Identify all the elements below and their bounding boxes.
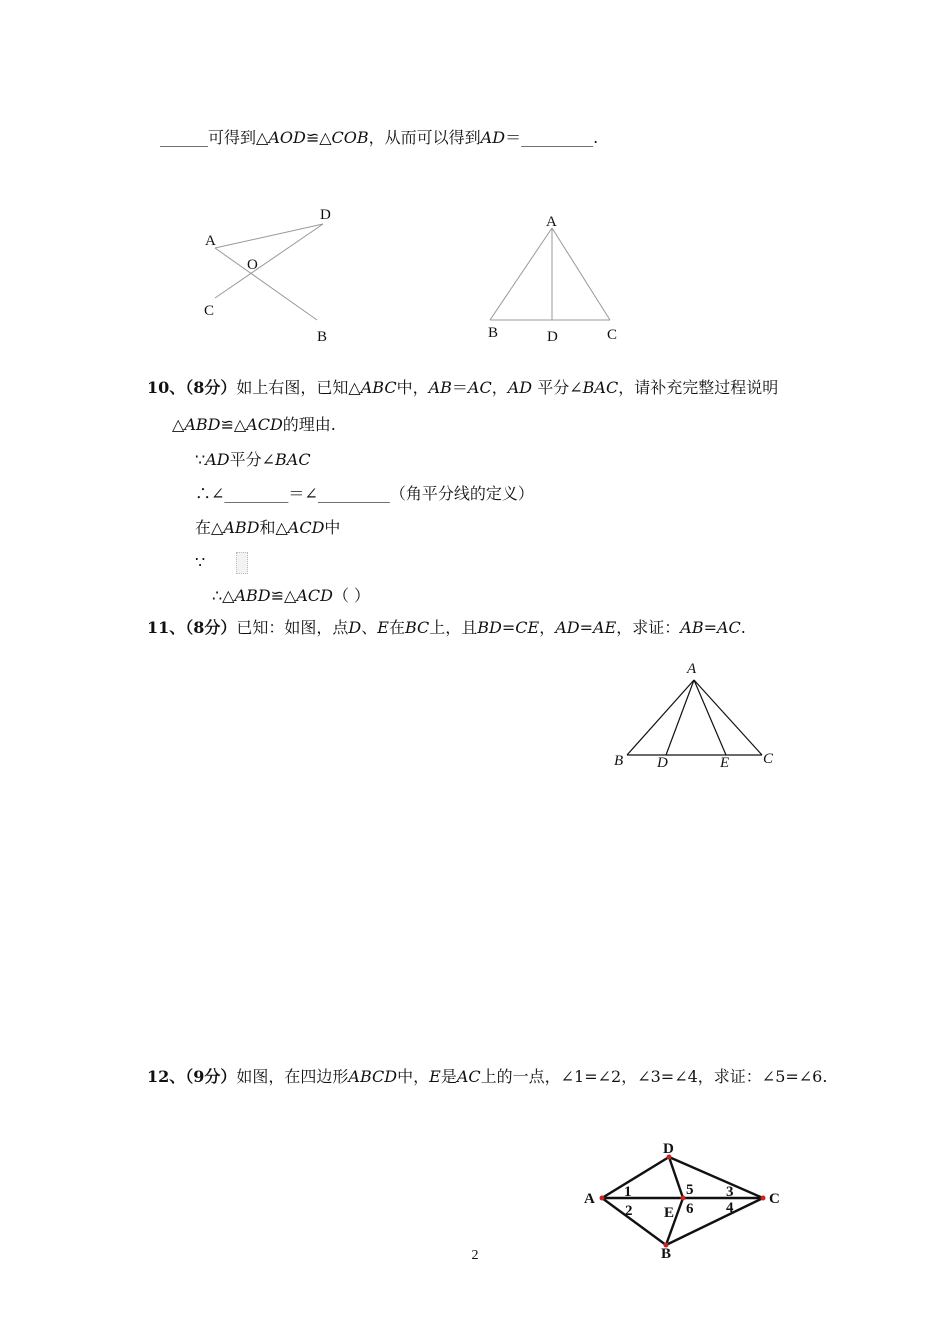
fig9-label-d: D bbox=[320, 207, 331, 223]
q10-abd: ABD bbox=[234, 586, 271, 605]
q10-text: ， bbox=[491, 378, 508, 397]
fig10-label-c: C bbox=[607, 327, 618, 343]
q12-ac: AC bbox=[456, 1067, 481, 1086]
q10-reason-blank: （ ） bbox=[332, 586, 371, 605]
q11-text: ， bbox=[539, 618, 556, 637]
segment-ad bbox=[215, 224, 323, 248]
fig12-label-a: A bbox=[584, 1191, 595, 1207]
q10-line1 bbox=[147, 378, 778, 398]
q9-triangle-cob: COB bbox=[331, 128, 369, 147]
q9-prefix: ______可得到△ bbox=[160, 128, 269, 147]
q10-text: △ bbox=[172, 415, 185, 434]
q10-text: ≌△ bbox=[220, 415, 247, 434]
fig12-label-c: C bbox=[769, 1191, 780, 1207]
q10-text: 在△ bbox=[195, 518, 224, 537]
q12-text: 是 bbox=[440, 1067, 457, 1086]
figure-q9-lines bbox=[215, 224, 323, 320]
q10-eq: ＝ bbox=[451, 378, 468, 397]
q10-text: ≌△ bbox=[270, 586, 297, 605]
segment-cd bbox=[215, 224, 323, 298]
segment-ab bbox=[215, 248, 317, 320]
q10-step3 bbox=[195, 518, 340, 538]
fig9-label-c: C bbox=[204, 303, 215, 319]
fig9-label-o: O bbox=[247, 257, 258, 273]
figure-q10 bbox=[480, 208, 630, 348]
q12-line bbox=[147, 1067, 827, 1087]
segment-ae bbox=[694, 680, 726, 755]
q10-acd: ACD bbox=[246, 415, 283, 434]
q9-mid: ，从而可以得到 bbox=[368, 128, 481, 147]
q10-ad: AD bbox=[507, 378, 533, 397]
q10-text: 平分∠ bbox=[532, 378, 583, 397]
fig10-label-a: A bbox=[546, 214, 557, 230]
q11-bc: BC bbox=[404, 618, 430, 637]
therefore-symbol: ∴△ bbox=[212, 586, 235, 605]
fig12-angle-4: 4 bbox=[726, 1200, 734, 1216]
q10-angle-blanks: ∴∠________＝∠_________（角平分线的定义） bbox=[195, 484, 534, 503]
fig10-label-b: B bbox=[488, 325, 499, 341]
q10-step4 bbox=[195, 552, 248, 574]
q10-ab: AB bbox=[428, 378, 452, 397]
fig12-angle-6: 6 bbox=[686, 1201, 694, 1217]
q10-bac: BAC bbox=[582, 378, 619, 397]
q10-step1 bbox=[195, 450, 311, 470]
segment-ac bbox=[552, 228, 610, 320]
q11-text: 在 bbox=[388, 618, 405, 637]
q12-e: E bbox=[429, 1067, 441, 1086]
q10-bac: BAC bbox=[275, 450, 311, 469]
q10-abd: ABD bbox=[184, 415, 221, 434]
brace-placeholder-box bbox=[236, 552, 248, 574]
q9-segment-ad: AD bbox=[480, 128, 506, 147]
q11-bdce: BD=CE bbox=[477, 618, 540, 637]
fig11-label-a: A bbox=[687, 661, 697, 677]
fig12-angle-1: 1 bbox=[624, 1184, 632, 1200]
figure-q12-lines bbox=[602, 1157, 763, 1245]
fig12-angle-3: 3 bbox=[726, 1184, 734, 1200]
q10-text: ，请补充完整过程说明 bbox=[618, 378, 779, 397]
q10-step2 bbox=[195, 484, 534, 504]
q9-triangle-aod: AOD bbox=[268, 128, 306, 147]
q11-e: E bbox=[377, 618, 389, 637]
figure-q9 bbox=[195, 200, 345, 350]
because-symbol: ∵ bbox=[195, 450, 206, 469]
fig11-label-e: E bbox=[720, 755, 730, 771]
point-a bbox=[600, 1196, 605, 1201]
fig11-label-d: D bbox=[657, 755, 668, 771]
fig12-label-d: D bbox=[663, 1141, 674, 1157]
q10-text: 平分∠ bbox=[229, 450, 275, 469]
fig12-angle-5: 5 bbox=[686, 1182, 694, 1198]
segment-ad bbox=[666, 680, 694, 755]
q11-number: 11、（8分） bbox=[147, 618, 237, 637]
q11-text: 已知：如图，点 bbox=[236, 618, 349, 637]
q12-abcd: ABCD bbox=[348, 1067, 398, 1086]
fig12-angle-2: 2 bbox=[625, 1203, 633, 1219]
fig9-label-a: A bbox=[205, 233, 216, 249]
q11-adae: AD=AE bbox=[555, 618, 617, 637]
q10-ac: AC bbox=[467, 378, 492, 397]
q11-abac: AB=AC bbox=[680, 618, 741, 637]
q11-line bbox=[147, 618, 746, 638]
q9-answer-line bbox=[160, 128, 598, 148]
q10-text: 中 bbox=[324, 518, 341, 537]
figure-q10-lines bbox=[490, 228, 610, 320]
q10-number: 10、（8分） bbox=[147, 378, 237, 397]
q12-text: 中， bbox=[397, 1067, 430, 1086]
segment-ac bbox=[694, 680, 762, 755]
q12-text: 如图，在四边形 bbox=[236, 1067, 349, 1086]
q11-text: 上，且 bbox=[429, 618, 478, 637]
figure-q11-lines bbox=[627, 680, 762, 755]
fig11-label-b: B bbox=[614, 753, 624, 769]
q10-ad: AD bbox=[205, 450, 230, 469]
q11-text: 、 bbox=[361, 618, 378, 637]
q10-abc: ABC bbox=[360, 378, 397, 397]
q10-acd: ACD bbox=[287, 518, 325, 537]
q9-congruent: ≌△ bbox=[305, 128, 332, 147]
q11-text: ，求证： bbox=[616, 618, 681, 637]
q9-suffix: ＝_________. bbox=[505, 128, 599, 147]
q10-acd: ACD bbox=[296, 586, 333, 605]
q10-text: 的理由. bbox=[282, 415, 336, 434]
q10-text: 如上右图，已知△ bbox=[236, 378, 361, 397]
q12-text: 上的一点，∠1=∠2，∠3=∠4，求证：∠5=∠6. bbox=[480, 1067, 828, 1086]
point-e bbox=[681, 1196, 686, 1201]
figure-q12 bbox=[580, 1138, 780, 1262]
q10-text: 中， bbox=[396, 378, 429, 397]
q11-d: D bbox=[348, 618, 362, 637]
segment-dc bbox=[669, 1157, 763, 1198]
segment-ab bbox=[490, 228, 552, 320]
fig11-label-c: C bbox=[763, 751, 774, 767]
fig9-label-b: B bbox=[317, 329, 328, 345]
figure-q11 bbox=[610, 655, 790, 775]
segment-ad bbox=[602, 1157, 669, 1198]
because-symbol: ∵ bbox=[195, 552, 206, 572]
fig12-label-e: E bbox=[664, 1205, 675, 1221]
q10-abd: ABD bbox=[223, 518, 260, 537]
q12-number: 12、（9分） bbox=[147, 1067, 237, 1086]
q10-step5 bbox=[212, 586, 370, 606]
fig12-label-b: B bbox=[661, 1246, 672, 1262]
q10-text: 和△ bbox=[259, 518, 288, 537]
point-c bbox=[761, 1196, 766, 1201]
segment-ab bbox=[627, 680, 694, 755]
fig10-label-d: D bbox=[547, 329, 558, 345]
segment-ab bbox=[602, 1198, 666, 1245]
q11-text: . bbox=[740, 618, 746, 637]
q10-line2 bbox=[172, 415, 336, 435]
page-number: 2 bbox=[471, 1248, 479, 1263]
